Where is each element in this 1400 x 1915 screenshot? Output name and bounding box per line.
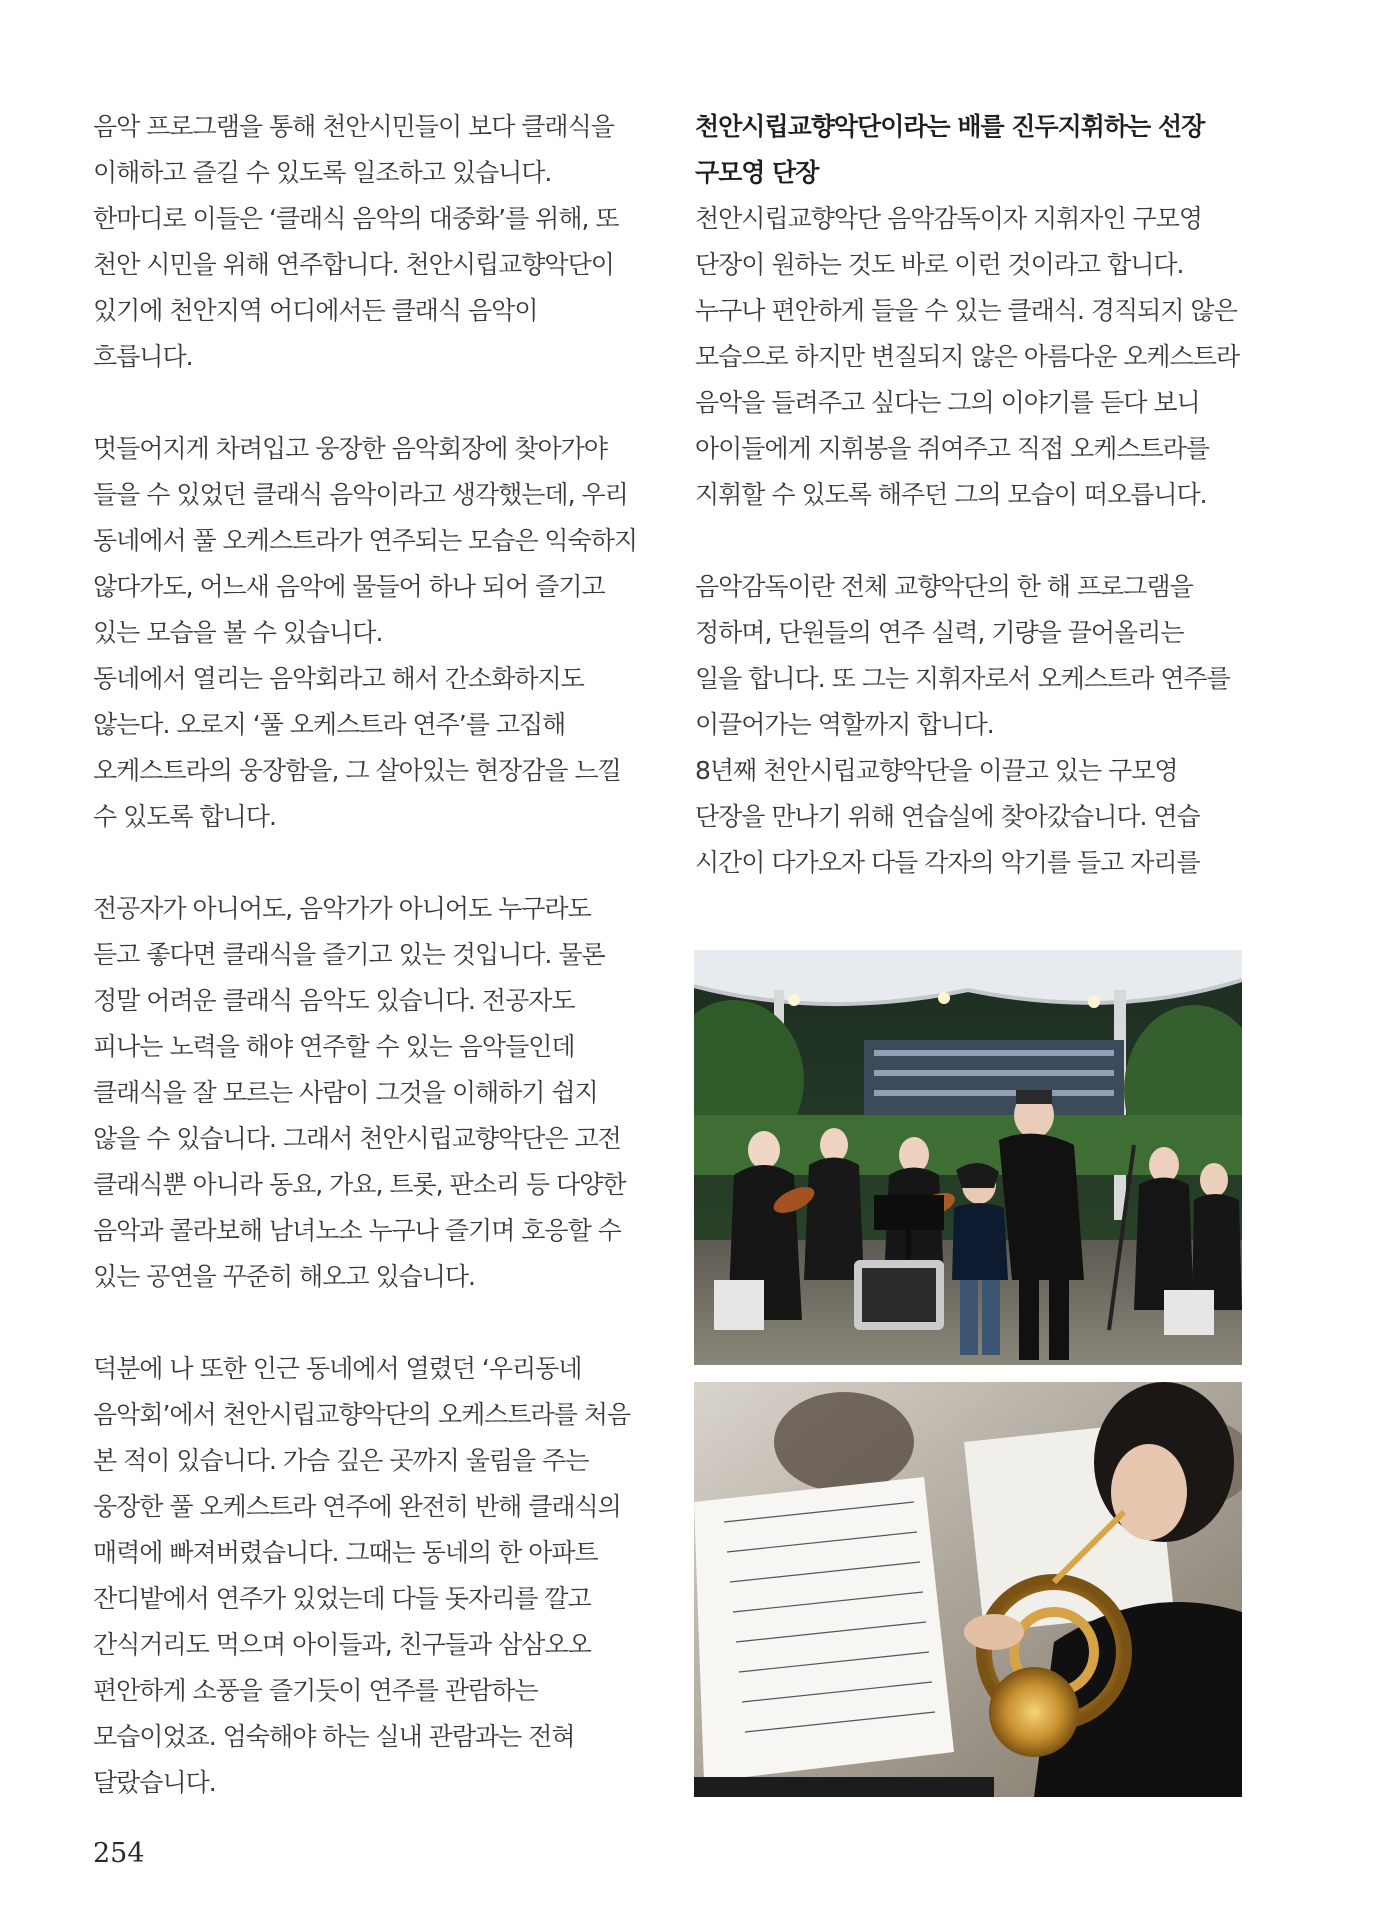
section-heading: [695, 104, 1265, 196]
orchestra-photo: [694, 950, 1242, 1365]
text-line: 단장이 원하는 것도 바로 이런 것이라고 합니다.: [695, 250, 1184, 279]
text-line: 음악회’에서 천안시립교향악단의 오케스트라를 처음: [93, 1400, 631, 1429]
text-line: 이해하고 즐길 수 있도록 일조하고 있습니다.: [93, 158, 552, 187]
text-line: 음악감독이란 전체 교향악단의 한 해 프로그램을: [695, 572, 1193, 601]
text-line: 누구나 편안하게 들을 수 있는 클래식. 경직되지 않은: [695, 296, 1237, 325]
text-line: 음악을 들려주고 싶다는 그의 이야기를 듣다 보니: [695, 388, 1200, 417]
text-line: 웅장한 풀 오케스트라 연주에 완전히 반해 클래식의: [93, 1492, 621, 1521]
heading-line: 구모영 단장: [695, 158, 819, 187]
text-line: 덕분에 나 또한 인근 동네에서 열렸던 ‘우리동네: [93, 1354, 582, 1383]
text-line: 천안 시민을 위해 연주합니다. 천안시립교향악단이: [93, 250, 614, 279]
text-line: 시간이 다가오자 다들 각자의 악기를 들고 자리를: [695, 848, 1200, 877]
text-line: 전공자가 아니어도, 음악가가 아니어도 누구라도: [93, 894, 591, 923]
text-line: 음악과 콜라보해 남녀노소 누구나 즐기며 호응할 수: [93, 1216, 621, 1245]
text-line: 정하며, 단원들의 연주 실력, 기량을 끌어올리는: [695, 618, 1184, 647]
text-line: 본 적이 있습니다. 가슴 깊은 곳까지 울림을 주는: [93, 1446, 589, 1475]
text-line: 간식거리도 먹으며 아이들과, 친구들과 삼삼오오: [93, 1630, 591, 1659]
text-line: 음악 프로그램을 통해 천안시민들이 보다 클래식을: [93, 112, 614, 141]
text-line: 잔디밭에서 연주가 있었는데 다들 돗자리를 깔고: [93, 1584, 591, 1613]
text-line: 편안하게 소풍을 즐기듯이 연주를 관람하는: [93, 1676, 538, 1705]
text-line: 클래식뿐 아니라 동요, 가요, 트롯, 판소리 등 다양한: [93, 1170, 626, 1199]
paragraph: [93, 886, 653, 1300]
paragraph: [93, 104, 653, 380]
text-line: 동네에서 열리는 음악회라고 해서 간소화하지도: [93, 664, 584, 693]
text-line: 지휘할 수 있도록 해주던 그의 모습이 떠오릅니다.: [695, 480, 1207, 509]
orchestra-illustration: [694, 950, 1242, 1365]
text-line: 클래식을 잘 모르는 사람이 그것을 이해하기 쉽지: [93, 1078, 598, 1107]
text-line: 천안시립교향악단 음악감독이자 지휘자인 구모영: [695, 204, 1202, 233]
text-line: 듣고 좋다면 클래식을 즐기고 있는 것입니다. 물론: [93, 940, 605, 969]
text-line: 흐릅니다.: [93, 342, 193, 371]
paragraph: [695, 564, 1265, 886]
text-line: 달랐습니다.: [93, 1768, 216, 1797]
text-line: 모습으로 하지만 변질되지 않은 아름다운 오케스트라: [695, 342, 1240, 371]
text-line: 모습이었죠. 엄숙해야 하는 실내 관람과는 전혀: [93, 1722, 575, 1751]
text-line: 않을 수 있습니다. 그래서 천안시립교향악단은 고전: [93, 1124, 621, 1153]
text-line: 있기에 천안지역 어디에서든 클래식 음악이: [93, 296, 538, 325]
text-line: 들을 수 있었던 클래식 음악이라고 생각했는데, 우리: [93, 480, 628, 509]
paragraph: [93, 1346, 653, 1806]
text-line: 일을 합니다. 또 그는 지휘자로서 오케스트라 연주를: [695, 664, 1230, 693]
text-line: 오케스트라의 웅장함을, 그 살아있는 현장감을 느낄: [93, 756, 621, 785]
text-line: 한마디로 이들은 ‘클래식 음악의 대중화’를 위해, 또: [93, 204, 619, 233]
text-line: 동네에서 풀 오케스트라가 연주되는 모습은 익숙하지: [93, 526, 638, 555]
text-line: 있는 공연을 꾸준히 해오고 있습니다.: [93, 1262, 475, 1291]
page-number: 254: [93, 1838, 145, 1869]
left-column: [93, 104, 653, 1852]
right-column: [695, 104, 1265, 932]
text-line: 않는다. 오로지 ‘풀 오케스트라 연주’를 고집해: [93, 710, 566, 739]
text-line: 멋들어지게 차려입고 웅장한 음악회장에 찾아가야: [93, 434, 607, 463]
text-line: 않다가도, 어느새 음악에 물들어 하나 되어 즐기고: [93, 572, 605, 601]
text-line: 단장을 만나기 위해 연습실에 찾아갔습니다. 연습: [695, 802, 1200, 831]
text-line: 이끌어가는 역할까지 합니다.: [695, 710, 994, 739]
text-line: 8년째 천안시립교향악단을 이끌고 있는 구모영: [695, 756, 1178, 785]
text-line: 매력에 빠져버렸습니다. 그때는 동네의 한 아파트: [93, 1538, 598, 1567]
paragraph: [695, 196, 1265, 518]
text-line: 수 있도록 합니다.: [93, 802, 276, 831]
text-line: 피나는 노력을 해야 연주할 수 있는 음악들인데: [93, 1032, 575, 1061]
text-line: 아이들에게 지휘봉을 쥐여주고 직접 오케스트라를: [695, 434, 1209, 463]
horn-player-photo: [694, 1382, 1242, 1797]
text-line: 정말 어려운 클래식 음악도 있습니다. 전공자도: [93, 986, 575, 1015]
paragraph: [93, 426, 653, 840]
horn-player-illustration: [694, 1382, 1242, 1797]
heading-line: 천안시립교향악단이라는 배를 진두지휘하는 선장: [695, 112, 1205, 141]
text-line: 있는 모습을 볼 수 있습니다.: [93, 618, 383, 647]
